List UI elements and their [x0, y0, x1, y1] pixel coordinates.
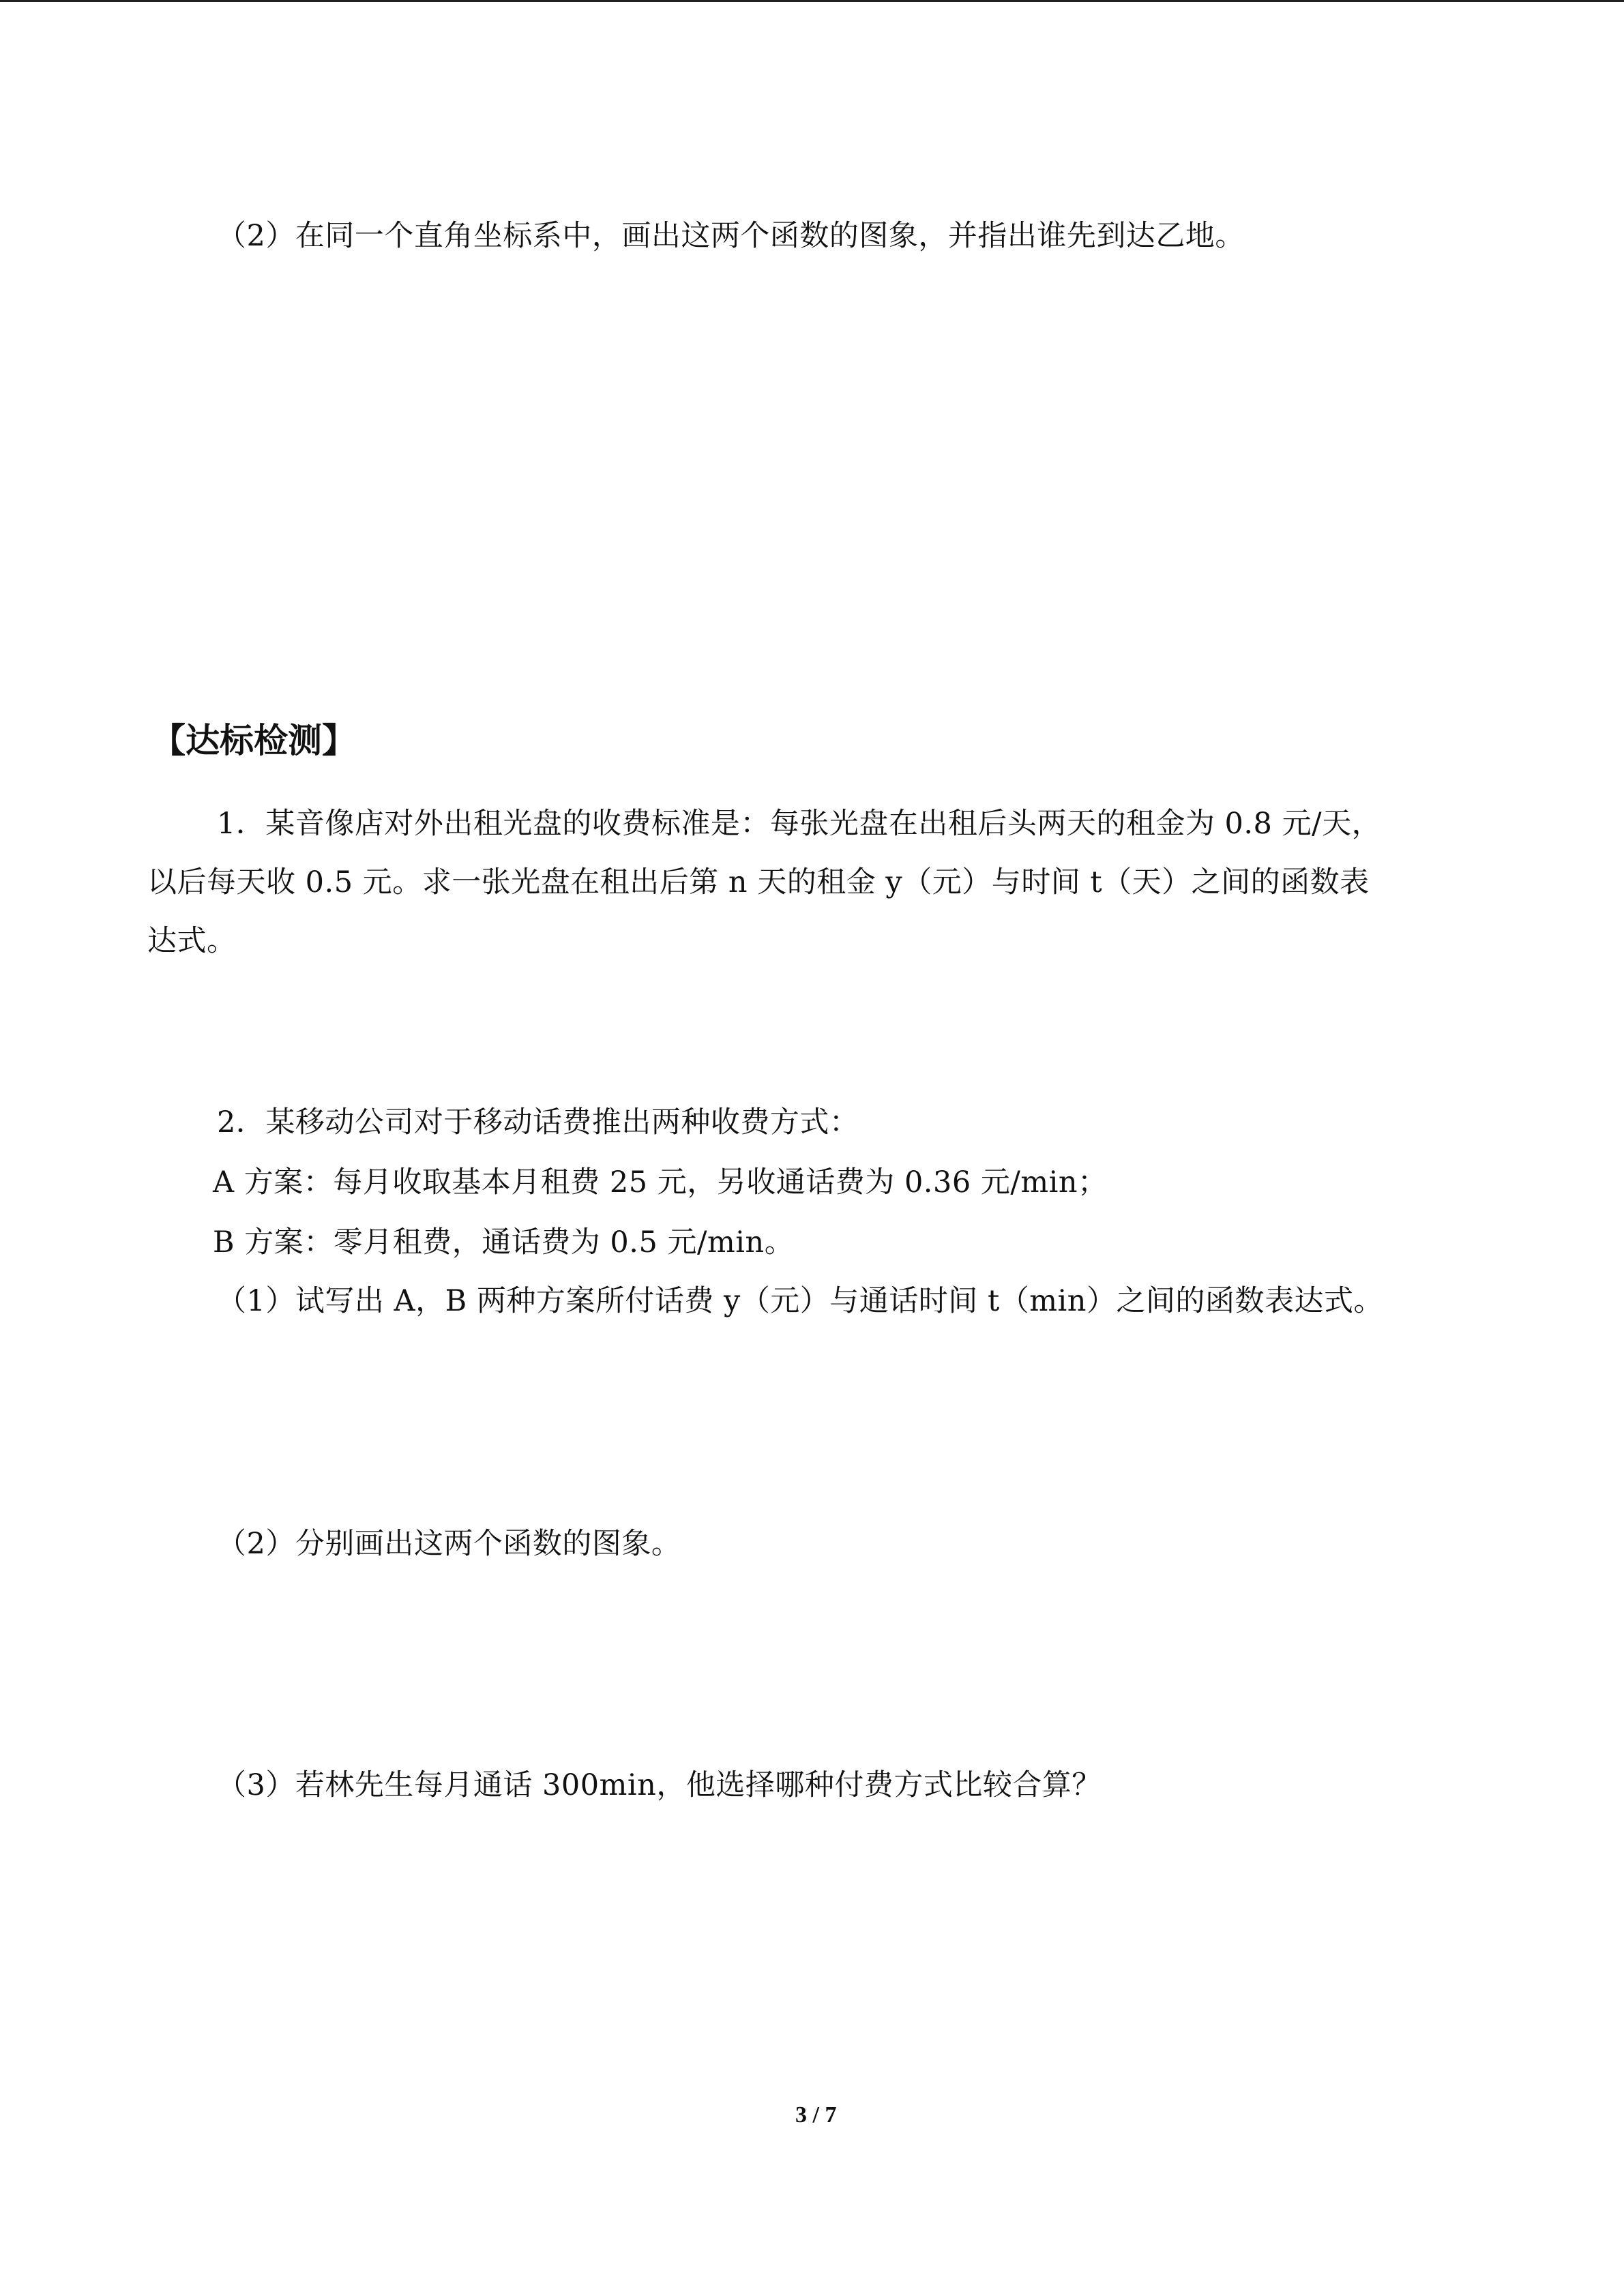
problem2-question-3: （3）若林先生每月通话 300min，他选择哪种付费方式比较合算？ — [217, 1768, 1102, 1802]
problem2-plan-a: A 方案：每月收取基本月租费 25 元，另收通话费为 0.36 元/min； — [213, 1165, 1108, 1199]
part2-text: （2）在同一个直角坐标系中，画出这两个函数的图象，并指出谁先到达乙地。 — [217, 219, 1245, 253]
problem1-line3: 达式。 — [147, 924, 237, 958]
problem2-plan-b: B 方案：零月租费，通话费为 0.5 元/min。 — [213, 1225, 795, 1259]
problem2-question-1: （1）试写出 A，B 两种方案所付话费 y（元）与通话时间 t（min）之间的函数表达式。 — [217, 1284, 1383, 1318]
top-border — [0, 0, 1624, 2]
problem2-question-2: （2）分别画出这两个函数的图象。 — [217, 1527, 681, 1561]
problem2-intro: 2．某移动公司对于移动话费推出两种收费方式： — [217, 1105, 859, 1139]
page-number: 3 / 7 — [795, 2102, 837, 2128]
problem1-line2: 以后每天收 0.5 元。求一张光盘在租出后第 n 天的租金 y（元）与时间 t（天）之间的函数表 — [147, 865, 1370, 899]
section-title: 【达标检测】 — [151, 721, 356, 760]
problem1-line1: 1．某音像店对外出租光盘的收费标准是：每张光盘在出租后头两天的租金为 0.8 元/天， — [217, 807, 1382, 841]
